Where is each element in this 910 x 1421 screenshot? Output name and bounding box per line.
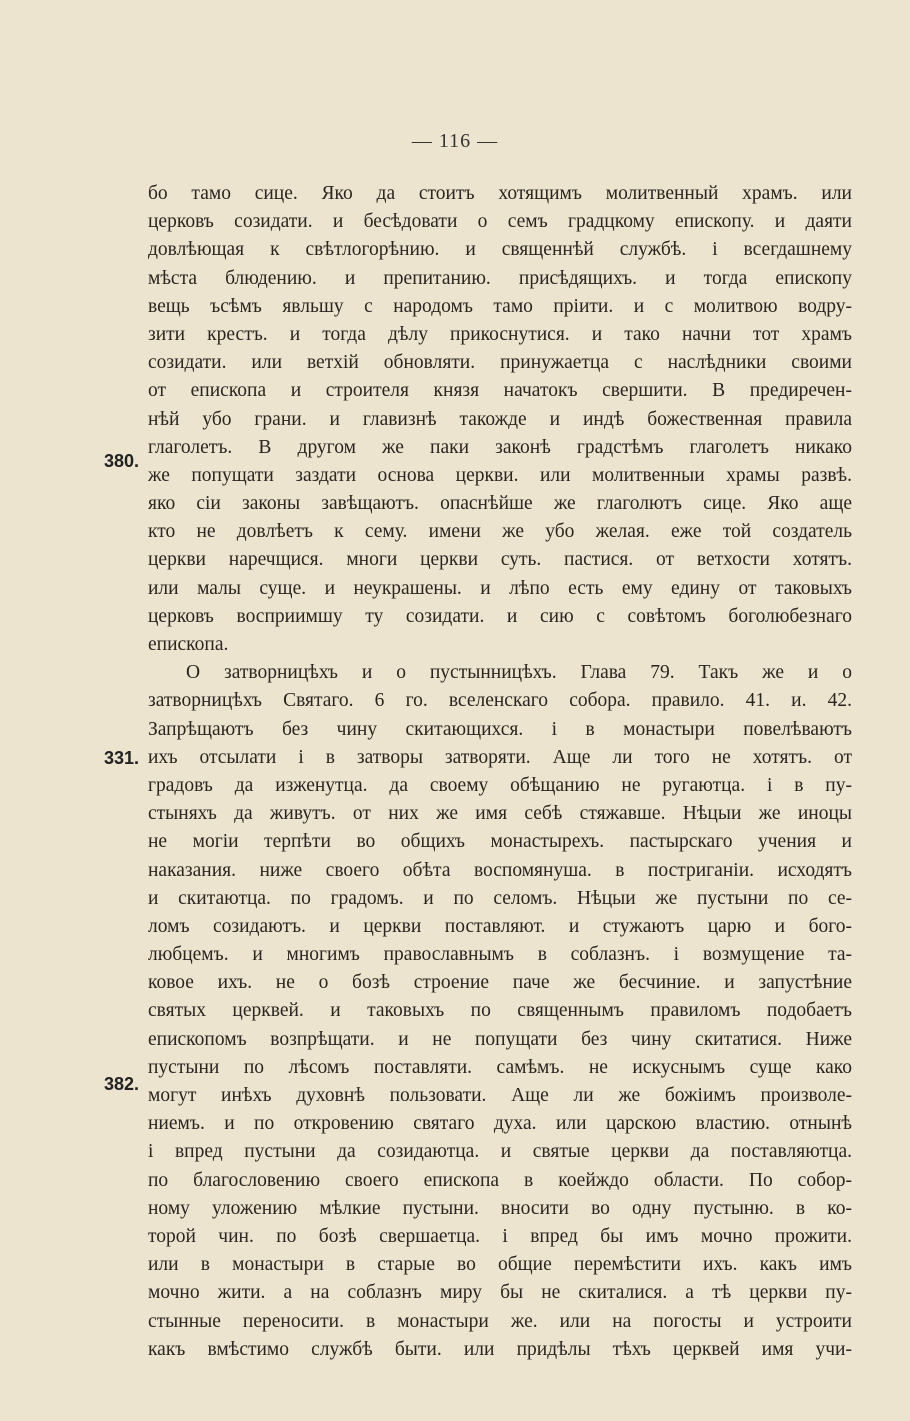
text-line: бо тамо сице. Яко да стоитъ хотящимъ молитвенный храмъ. или	[148, 183, 852, 204]
text-line: церковъ восприимшу ту созидати. и сию с совѣтомъ боголюбезнаго	[148, 605, 852, 627]
text-line: ковое ихъ. не о бозѣ строение паче же бесчиние. и запустѣние	[148, 972, 852, 994]
text-line: церковъ созидати. и бесѣдовати о семъ градцкому епископу. и даяти	[148, 211, 852, 233]
text-line: созидати. или ветхій обновляти. принужаетца с наслѣдники своими	[148, 352, 852, 374]
text-line: по благословению своего епископа в коейждо области. По собор-	[148, 1169, 852, 1191]
margin-number-381: 331.	[104, 748, 140, 768]
text-line: же попущати заздати основа церкви. или молитвенныи храмы развѣ.	[148, 464, 852, 486]
text-line: ихъ отсылати і в затворы затворяти. Аще ли того не хотятъ. от	[148, 746, 852, 768]
text-line: любцемъ. и многимъ православнымъ в соблазнъ. і возмущение та-	[148, 944, 852, 966]
text-line: или в монастыри в старые во общие перемѣстити ихъ. какъ имъ	[148, 1254, 852, 1276]
page-number: — 116 —	[411, 130, 499, 152]
text-line: Запрѣщаютъ без чину скитающихся. і в монастыри повелѣваютъ	[148, 718, 852, 740]
body-text	[148, 180, 852, 1364]
margin-number-382: 382.	[104, 1074, 140, 1094]
text-line: градовъ да изженутца. да своему обѣщанию не ругаютца. і в пу-	[148, 774, 852, 796]
text-line: стынные переносити. в монастыри же. или на погосты и устроити	[148, 1310, 852, 1332]
text-line: довлѣющая к свѣтлогорѣнию. и священнѣй службѣ. і всегдашнему	[148, 239, 852, 261]
text-line: ломъ созидаютъ. и церкви поставляют. и стужаютъ царю и бого-	[148, 915, 852, 937]
text-line: епископомъ возпрѣщати. и не попущати без чину скитатися. Ниже	[148, 1028, 852, 1050]
text-line: мочно жити. а на соблазнъ миру бы не скиталися. а тѣ церкви пу-	[148, 1282, 852, 1304]
text-line: ному уложению мѣлкие пустыни. вносити во одну пустыню. в ко-	[148, 1197, 852, 1219]
text-line: затворницѣхъ Святаго. 6 го. вселенскаго собора. правило. 41. и. 42.	[148, 690, 852, 712]
text-line: от епископа и строителя князя начатокъ свершити. В предиречен-	[148, 380, 852, 402]
text-line: святых церквей. и таковыхъ по священнымъ правиломъ подобаетъ	[148, 1000, 852, 1022]
text-line: какъ вмѣстимо службѣ быти. или придѣлы тѣхъ церквей имя учи-	[148, 1338, 852, 1360]
text-line: торой чин. по бозѣ свершаетца. і впред бы имъ мочно прожити.	[148, 1225, 852, 1247]
text-line: епископа.	[148, 634, 229, 655]
text-line: или малы суще. и неукрашены. и лѣпо есть ему едину от таковыхъ	[148, 577, 852, 599]
text-line: пустыни по лѣсомъ поставляти. самѣмъ. не искуснымъ суще како	[148, 1056, 852, 1078]
text-line: яко сіи законы завѣщаютъ. опаснѣйше же глаголютъ сице. Яко аще	[148, 493, 852, 515]
text-line: нѣй убо грани. и главизнѣ такожде и индѣ божественная правила	[148, 408, 852, 430]
text-line: ниемъ. и по откровению святаго духа. или царскою властию. отнынѣ	[148, 1113, 852, 1135]
text-line: стыняхъ да живутъ. от них же имя себѣ стяжавше. Нѣцыи же иноцы	[148, 803, 852, 825]
text-line: глаголетъ. В другом же паки законѣ градстѣмъ глаголетъ никако	[148, 436, 852, 458]
margin-number-380: 380.	[104, 451, 140, 471]
text-line: и скитаютца. по градомъ. и по селомъ. Нѣцыи же пустыни по се-	[148, 887, 852, 909]
text-line: не могіи терпѣти во общихъ монастырехъ. пастырскаго учения и	[148, 831, 852, 853]
text-line: наказания. ниже своего обѣта воспомянуша. в постриганіи. исходятъ	[148, 859, 852, 881]
text-line: зити крестъ. и тогда дѣлу прикоснутися. и тако начни тот храмъ	[148, 323, 852, 345]
text-line: і впред пустыни да созидаютца. и святые церкви да поставляютца.	[148, 1141, 852, 1163]
text-line: вещь ъсѣмъ явльшу с народомъ тамо пріити. и с молитвою водру-	[148, 295, 852, 317]
text-line: мѣста блюдению. и препитанию. присѣдящихъ. и тогда епископу	[148, 267, 852, 289]
text-line: церкви наречщися. многи церкви суть. пастися. от ветхости хотятъ.	[148, 549, 852, 571]
text-line: кто не довлѣетъ к сему. имени же убо желая. еже той создатель	[148, 521, 852, 543]
text-line: могут инѣхъ духовнѣ пользовати. Аще ли же божіимъ произволе-	[148, 1085, 852, 1106]
chapter-heading-line: О затворницѣхъ и о пустынницѣхъ. Глава 79. Такъ же и о	[186, 662, 852, 684]
